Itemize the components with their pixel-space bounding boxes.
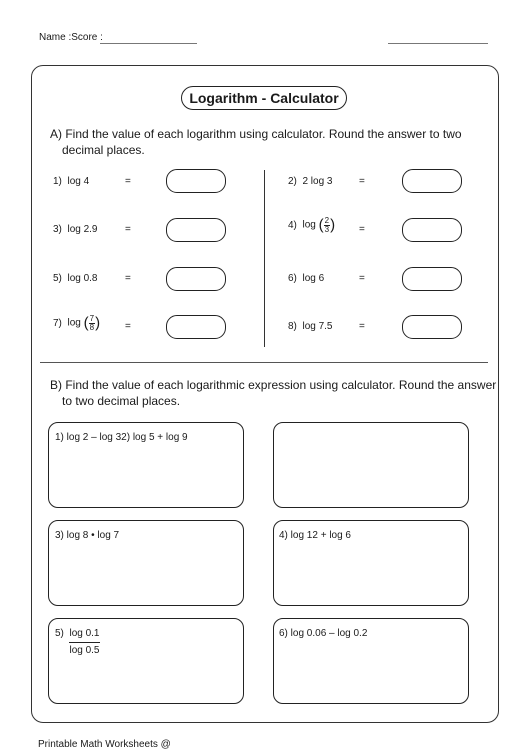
left-paren: ( <box>83 314 89 332</box>
problem-a8-expr: log 7.5 <box>302 321 333 332</box>
answer-card-b5[interactable] <box>48 618 244 704</box>
part-b-instruction: B) Find the value of each logarithmic expression using calculator. Round the answer to two decimal places. <box>50 378 497 408</box>
problem-a4-prefix: log <box>302 219 316 231</box>
equals-sign: = <box>359 176 365 187</box>
equals-sign: = <box>125 176 131 187</box>
problem-b4: 4) log 12 + log 6 <box>279 530 351 541</box>
answer-box-a1[interactable] <box>166 169 226 193</box>
problem-a3-expr: log 2.9 <box>67 224 98 235</box>
answer-box-a6[interactable] <box>402 267 462 291</box>
problem-a8 <box>288 320 333 334</box>
equals-sign: = <box>125 321 131 332</box>
equals-sign: = <box>359 321 365 332</box>
section-divider <box>40 362 488 363</box>
equals-sign: = <box>359 273 365 284</box>
problem-a4 <box>288 217 335 234</box>
problem-b5 <box>55 627 100 658</box>
answer-box-a2[interactable] <box>402 169 462 193</box>
problem-a6-expr: log 6 <box>302 273 325 284</box>
answer-card-b3[interactable] <box>48 520 244 606</box>
fraction-numerator: 7 <box>89 314 95 323</box>
name-score-line[interactable] <box>100 43 197 44</box>
fraction-numerator: 2 <box>324 216 330 225</box>
fraction <box>69 627 99 658</box>
problem-a1-number: 1) <box>53 176 62 187</box>
footer-text: Printable Math Worksheets @ <box>38 739 171 750</box>
problem-a5-expr: log 0.8 <box>67 273 98 284</box>
problem-a2-number: 2) <box>288 176 297 187</box>
equals-sign: = <box>359 224 365 235</box>
problem-a4-number: 4) <box>288 220 297 232</box>
equals-sign: = <box>125 224 131 235</box>
answer-card-b4[interactable] <box>273 520 469 606</box>
problem-a5-number: 5) <box>53 273 62 284</box>
blank-line[interactable] <box>388 43 488 44</box>
answer-card-b1[interactable] <box>48 422 244 508</box>
fraction-denominator: 8 <box>89 323 95 332</box>
problem-a8-number: 8) <box>288 321 297 332</box>
problem-a3-number: 3) <box>53 224 62 235</box>
problem-b5-number: 5) <box>55 628 64 639</box>
name-score-label: Name :Score : <box>39 32 103 43</box>
right-paren: ) <box>95 314 101 332</box>
fraction-denominator: 3 <box>324 225 330 234</box>
problem-b1: 1) log 2 – log 32) log 5 + log 9 <box>55 432 188 443</box>
problem-a2 <box>288 175 333 189</box>
equals-sign: = <box>125 273 131 284</box>
answer-box-a5[interactable] <box>166 267 226 291</box>
problem-a6-number: 6) <box>288 273 297 284</box>
part-a-instruction: A) Find the value of each logarithm using calculator. Round the answer to two decimal places. <box>50 127 462 157</box>
problem-a7-prefix: log <box>67 317 81 329</box>
column-divider <box>264 170 265 347</box>
problem-a1-expr: log 4 <box>67 176 90 187</box>
worksheet-title: Logarithm - Calculator <box>181 86 347 110</box>
fraction-denominator: log 0.5 <box>69 645 100 656</box>
answer-box-a8[interactable] <box>402 315 462 339</box>
answer-box-a4[interactable] <box>402 218 462 242</box>
problem-a3 <box>53 223 98 237</box>
problem-a7 <box>53 315 100 332</box>
answer-box-a3[interactable] <box>166 218 226 242</box>
problem-a7-number: 7) <box>53 318 62 330</box>
right-paren: ) <box>330 216 336 234</box>
left-paren: ( <box>318 216 324 234</box>
answer-card-b2[interactable] <box>273 422 469 508</box>
fraction-numerator: log 0.1 <box>69 627 99 643</box>
problem-a1 <box>53 175 89 189</box>
answer-box-a7[interactable] <box>166 315 226 339</box>
answer-card-b6[interactable] <box>273 618 469 704</box>
problem-a5 <box>53 272 98 286</box>
problem-b3: 3) log 8 • log 7 <box>55 530 120 541</box>
problem-a6 <box>288 272 324 286</box>
problem-a2-expr: 2 log 3 <box>302 176 333 187</box>
problem-b6: 6) log 0.06 – log 0.2 <box>279 628 368 639</box>
